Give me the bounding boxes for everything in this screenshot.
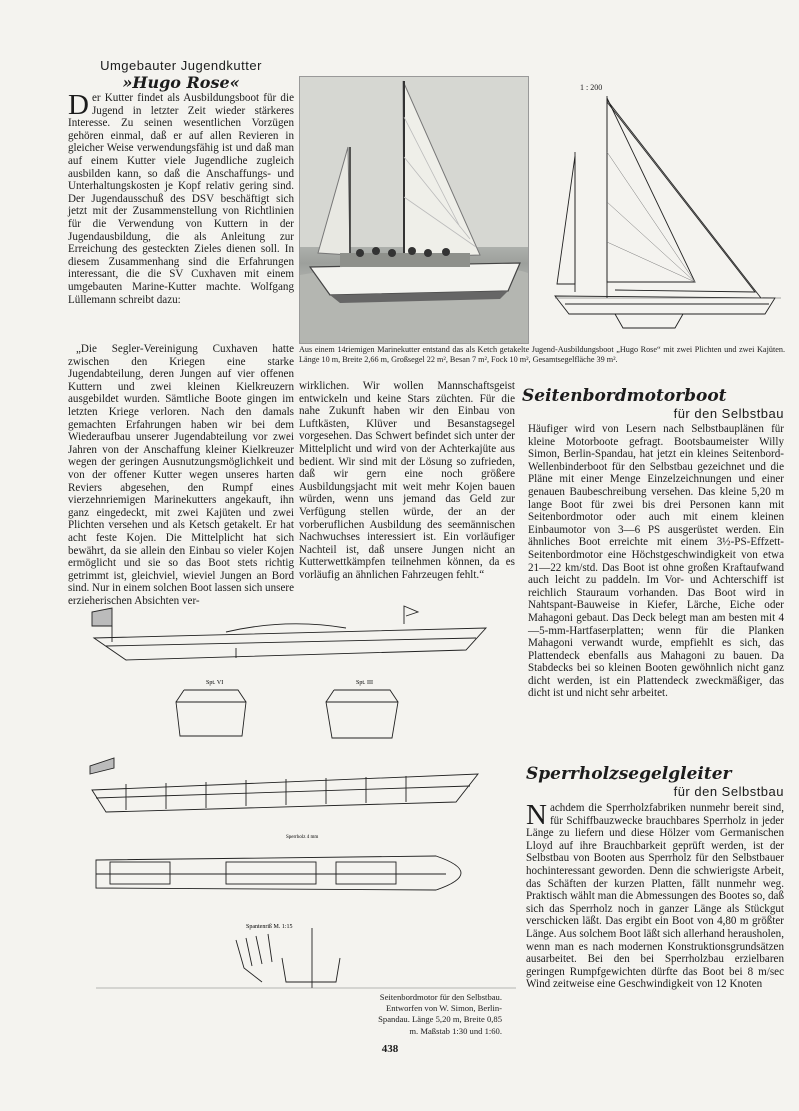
spant-c-label: Spantenriß M. 1:15 [246, 924, 293, 930]
hugo-rose-sail-plan [555, 92, 785, 336]
article3-title: Sperrholzsegelgleiter [526, 764, 732, 784]
ketch-sailboat-photo [300, 77, 528, 343]
article3-body-text: achdem die Sperrholzfabriken nunmehr bereit sind, für Schiffbauzwecke brauchbares Sperrholz in jeder Länge zu liefern und diese Hölzer vom Germanischen Lloyd auf ihre Brauchbarkeit geprüft werden, ist der Selbstbau von Booten aus Sperrholz für den Selbstbauer hochinteressant geworden. Denn die schwierigste Arbeit, das Schäften der kurzen Platten, fällt nunmehr weg. Praktisch wählt man die Abmessungen des Bootes so, daß sich das Sperrholz noch in ganzer Länge als Stückgut verschicken läßt. Das ergibt ein Boot von 4,80 m größter Länge. Aus solchem Boot läßt sich allerhand herausholen, wenn man es nach modernen Konstruktionsgrundsätzen ausarbeitet. Bei den bei Sperrholzbau erzielbaren geringen Rumpfgewichten dürfte das Boot bei 8 m/sec Wind zeitweise eine Geschwindigkeit von 12 Knoten [526, 802, 784, 991]
spant-b-label: Spt. III [356, 680, 373, 686]
article3-subtitle: für den Selbstbau [673, 784, 784, 799]
article2-body: Häufiger wird von Lesern nach Selbstbauplänen für kleine Motorboote gefragt. Bootsbaumeister Willy Simon, Berlin-Spandau, hat jetzt ein kleines Seitenbord-Wellenbinderboot für den Selbstbau gezeichnet und die Pläne mit einer Menge Einzelzeichnungen und einer genauen Baubeschreibung versehen. Das kleine 5,20 m lange Boot für zwei bis drei Personen kann mit Seitenbordmotor oder auch mit einem kleinen Einbaumotor von 3—6 PS ausgerüstet werden. Ein ähnliches Boot erreichte mit einem 3½-PS-Effzett-Seitenbordmotor eine Höchstgeschwindigkeit von etwa 21—22 km/std. Das Boot ist ohne großen Kraftaufwand auch leicht zu paddeln. Im Vor- und Achterschiff ist reichlich Stauraum vorhanden. Das Boot wird in Nahtspant-Bauweise in Kiefer, Lärche, Eiche oder Mahagoni gebaut. Das Deck belegt man am besten mit 4—5-mm-Hartfaserplatten; wenn für die Planken Mahagoni verwandt wurde, empfiehlt es sich, das Plattendeck ebenfalls aus Mahagoni zu bauen. Da Stabdecks bei so kleinen Booten gewöhnlich nicht ganz dicht werden, ist ein Plattendeck zweckmäßiger, das dicht ist und nicht sehr arbeitet. [528, 423, 784, 700]
article1-quote-part2: wirklichen. Wir wollen Mannschaftsgeist entwickeln und keine Stars züchten. Für die nahe Zukunft haben wir den Einbau von Luftkästen, Klüver und Besanstagsegel vorgesehen. Das Schwert befindet sich unter der Mittelplicht und wird von der Achterkajüte aus bedient. Wir sind mit der Lösung so zufrieden, daß wir gern eine noch größere Ausbildungsjacht mit weit mehr Kojen bauen würden, wenn uns jemand das Geld zur Verfügung stellen würde, der an der vorberuflichen Ausbildung des seemännischen Nachwuchses interessiert ist. Ein vorläufiger Nachteil ist, daß unsere Jungen nicht an Kutterwettkämpfen teilnehmen können, da es vorläufig an ähnlichen Fahrzeugen fehlt.“ [299, 380, 515, 581]
article1-intro [68, 89, 294, 340]
article3-dropcap: N [526, 799, 547, 831]
spant-a-label: Spt. VI [206, 680, 224, 686]
article1-kicker: Umgebauter Jugendkutter [100, 58, 262, 73]
article1-title: »Hugo Rose« [122, 73, 240, 92]
boat-photo [299, 76, 529, 344]
article2-subtitle: für den Selbstbau [673, 406, 784, 421]
motorboat-drawing [86, 598, 516, 990]
article1-quote-part1: „Die Segler-Vereinigung Cuxhaven hatte zwischen den Kriegen eine starke Jugendabteilung, deren Jungen auf vier offenen Kuttern und zwei kleinen Kielkreuzern ausgebildet wurden. Sämtliche Boote gingen im letzten Kriege verloren. Nach den damals gemachten Erfahrungen haben wir bei dem Wiederaufbau unserer Jugendabteilung vor zwei Jahren von der Anschaffung kleiner Kielkreuzer wegen der geringen Ausnutzungsmöglichkeit und von der offener Kutter wegen unseres harten Reviers abgesehen, den Rumpf eines vierzehnriemigen Marinekutters angekauft, ihn ganz eingedeckt, mit zwei Kajüten und zwei Plichten versehen und als Ketsch getakelt. Er hat acht feste Kojen. Die Mittelplicht hat sich bewährt, da sie allein den Einbau so vieler Kojen ermöglicht und sie so das Boot stets richtig getrimmt ist, gleichviel, wieviel Jungen an Bord sind. Nur in einem solchen Boot lassen sich unsere erzieherischen Absichten ver- [68, 343, 294, 607]
photo-caption: Aus einem 14riemigen Marinekutter entstand das als Ketch getakelte Jugend-Ausbildungsboot „Hugo Rose“ mit zwei Plichten und zwei Kajüten. Länge 10 m, Breite 2,66 m, Großsegel 22 m², Besan 7 m², Fock 10 m², Gesamtsegelfläche 39 m². [299, 345, 785, 364]
drawing-note-label: Sperrholz 4 mm [286, 835, 319, 840]
sail-plan-drawing [555, 92, 785, 336]
scale-label: 1 : 200 [580, 83, 603, 92]
page-number: 438 [381, 1043, 399, 1055]
article2-title: Seitenbordmotorboot [522, 386, 727, 406]
article3-body [526, 799, 784, 1060]
article1-dropcap: D [68, 89, 89, 121]
article1-intro-text: er Kutter findet als Ausbildungsboot für die Jugend in letzter Zeit wieder stärkeres Interesse. Zu seinen wesentlichen Vorzügen gehören einmal, daß er auf allen Revieren in gleicher Weise verwendungsfähig ist und daß man auf einem Kutter viele Jugendliche zugleich ausbilden kann, so daß die Anschaffungs- und Unterhaltungskosten je Kopf relativ gering sind. Der Jugendausschuß des DSV beschäftigt sich jetzt mit der Zusammenstellung von Richtlinien für die Verwendung von Kuttern in der Jugendausbildung, die als Anleitung zur Erreichung des gesteckten Zieles dienen soll. In diesem Zusammenhang sind die Erfahrungen interessant, die die SV Cuxhaven mit einem umgebauten Marine-Kutter machte. Wolfgang Lüllemann schreibt dazu: [68, 92, 294, 306]
motorboat-plans [86, 598, 516, 990]
motorboat-caption: Seitenbordmotor für den Selbstbau. Entworfen von W. Simon, Berlin-Spandau. Länge 5,20 m, Breite 0,85 m. Maßstab 1:30 und 1:60. [378, 992, 502, 1036]
